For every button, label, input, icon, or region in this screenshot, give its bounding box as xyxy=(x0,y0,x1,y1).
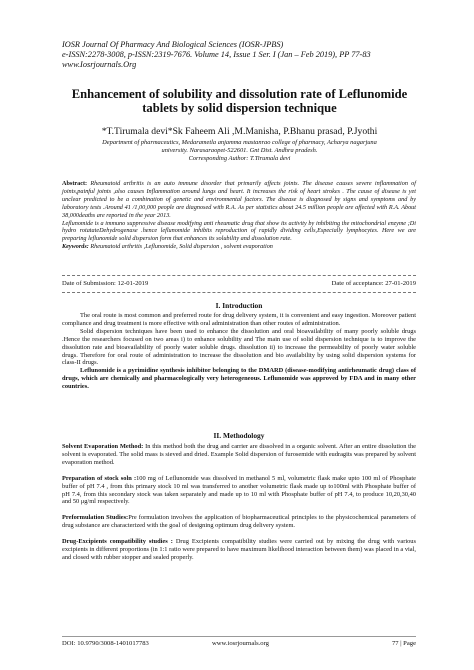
compatibility-label: Drug-Excipients compatibility studies : xyxy=(62,538,176,546)
acceptance-date: Date of acceptance: 27-01-2019 xyxy=(331,280,416,287)
submission-date: Date of Submission: 12-01-2019 xyxy=(62,280,149,287)
abstract xyxy=(62,180,416,251)
compatibility-paragraph xyxy=(62,538,416,562)
abstract-label: Abstract: xyxy=(62,180,88,187)
solvent-evaporation-label: Solvent Evaporation Method: xyxy=(62,443,144,450)
footer-site[interactable]: www.iosrjournals.org xyxy=(212,640,269,647)
solvent-evaporation-paragraph xyxy=(62,443,416,467)
footer-divider xyxy=(62,636,416,638)
intro-p1: The oral route is most common and preferred route for drug delivery system, it is convenient and easy ingestion. Moreover patient compliance and drug treatment is more effective with oral administration than other routes of administration. xyxy=(62,312,416,327)
preformulation-label: Preformulation Studies: xyxy=(62,514,129,522)
keywords: Rheumatoid arthritis ,Leflunomide, Solid dispersion , solvent evaporation xyxy=(88,243,273,251)
affiliation xyxy=(62,139,417,164)
affiliation-line-2: university. Narasaraopet-522601. Gnt Dist. Andhra pradesh. xyxy=(161,147,318,155)
journal-name: IOSR Journal Of Pharmacy And Biological Sciences (IOSR-JPBS) xyxy=(62,40,284,49)
introduction-paragraph xyxy=(62,312,416,391)
author-list: *T.Tirumala devi*Sk Faheem Ali ,M.Manisha, P.Bhanu prasad, P.Jyothi xyxy=(101,126,378,137)
journal-url[interactable]: www.Iosrjournals.Org xyxy=(62,60,137,69)
affiliation-line-1: Department of pharmaceutics, Medarametla anjamma mastanrao college of pharmacy, Acharya nagarjuna xyxy=(102,139,377,146)
keywords-label: Keywords: xyxy=(62,243,89,251)
intro-p3: Leflunomide is a pyrimidine synthesis inhibitor belonging to the DMARD (disease-modifying antirheumatic drug) class of drugs, which are chemically and pharmacologically very heterogeneous. Leflunomide was approved by FDA and in many other countries. xyxy=(62,367,416,391)
stock-solution-text: 100 mg of Leflunomide was dissolved in methanol 5 ml, volumetric flask make upto 100 ml of Phosphate buffer of pH 7.4 , from this primary stock 10 ml was transferred to another volumetric flask made up to100ml with Phosphate buffer of pH 7.4, from this secondary stock was taken separately and made up to 10 ml with Phosphate buffer of pH 7.4, to produce 10,20,30,40 and 50 μg/ml respectively. xyxy=(62,474,417,506)
section-heading-introduction: I. Introduction xyxy=(215,301,263,310)
doi[interactable]: DOI: 10.9790/3008-1401017783 xyxy=(62,640,149,647)
journal-issn: e-ISSN:2278-3008, p-ISSN:2319-7676. Volume 14, Issue 1 Ser. I (Jan – Feb 2019), PP 77-83 xyxy=(62,50,371,59)
divider xyxy=(62,275,416,277)
preformulation-text: Pre formulation involves the application of biopharmaceutical principles to the physicochemical parameters of drug substance are characterized with the goal of designing optimum drug delivery system. xyxy=(62,514,416,530)
section-heading-methodology: II. Methodology xyxy=(213,431,265,440)
corresponding-author: Corresponding Author: T.Tirumala devi xyxy=(188,155,291,163)
abstract-text-2: Leflunomide is a immuno suppressive disease modifying anti rheumatic drug that show its activity by inhibiting the mitochondrial enzyme ;Di hydro rotatateDehydrogenase .hence leflunomide inhibits reproduction of rapidly dividing cells,Especially lymphocytes. Here we are preparing leflunomide solid dispersion form that enhances its solubility and dissolution rate. xyxy=(62,219,416,243)
abstract-text: Rheumatoid arthritis is an auto immune disorder that primarily affects joints. The disease causes severe inflammation of joints,painful joints ,also causes Inflammation around lungs and heart. It increases the risk of heart strokes . The cause of disease is yet unclear predicted to be a combination of genetic and environmental factors. The disease is diagnosed by signs and symptoms and by laboratory tests .Around 41 /1,00,000 people are diagnosed with R.A. As per statistics about 24.5 million people are affected with R.A. About 38,000deaths are reported in the year 2013. xyxy=(62,180,416,219)
stock-solution-paragraph xyxy=(62,475,416,507)
paper-title: Enhancement of solubility and dissolution rate of Leflunomide tablets by solid dispersion technique xyxy=(71,87,408,115)
compatibility-text: Drug Excipients compatibility studies were carried out by mixing the drug with various excipients in different proportions (in 1:1 ratio were prepared to have maximum likelihood interaction between them) was placed in a vial, and closed with rubber stopper and sealed properly. xyxy=(62,538,416,561)
preformulation-paragraph xyxy=(62,514,416,530)
stock-solution-label: Preparation of stock soln : xyxy=(62,474,137,482)
page-number: 77 | Page xyxy=(391,640,416,647)
solvent-evaporation-text: In this method both the drug and carrier are dissolved in a organic solvent. After an entire dissolution the solvent is evaporated. The solid mass is sieved and dried. Example Solid dispersion of furosemide with eudragits was prepared by solvent evaporation method. xyxy=(62,443,416,466)
methodology-body xyxy=(62,443,416,562)
divider xyxy=(62,292,416,294)
intro-p2: Solid dispersion techniques have been used to enhance the dissolution and oral bioavailability of many poorly soluble drugs .Hence the researchers focused on two areas i) to enhance solubility and The main use of solid dispersion technique is to improve the dissolution rate and bioavailability of poorly water soluble drugs. dissolution ii) to increase the permeability of poorly water soluble drugs. Therefore for oral route of administration to increase the dissolution and bio availability by using solid dispersion systems for class-II drugs. xyxy=(62,327,416,367)
